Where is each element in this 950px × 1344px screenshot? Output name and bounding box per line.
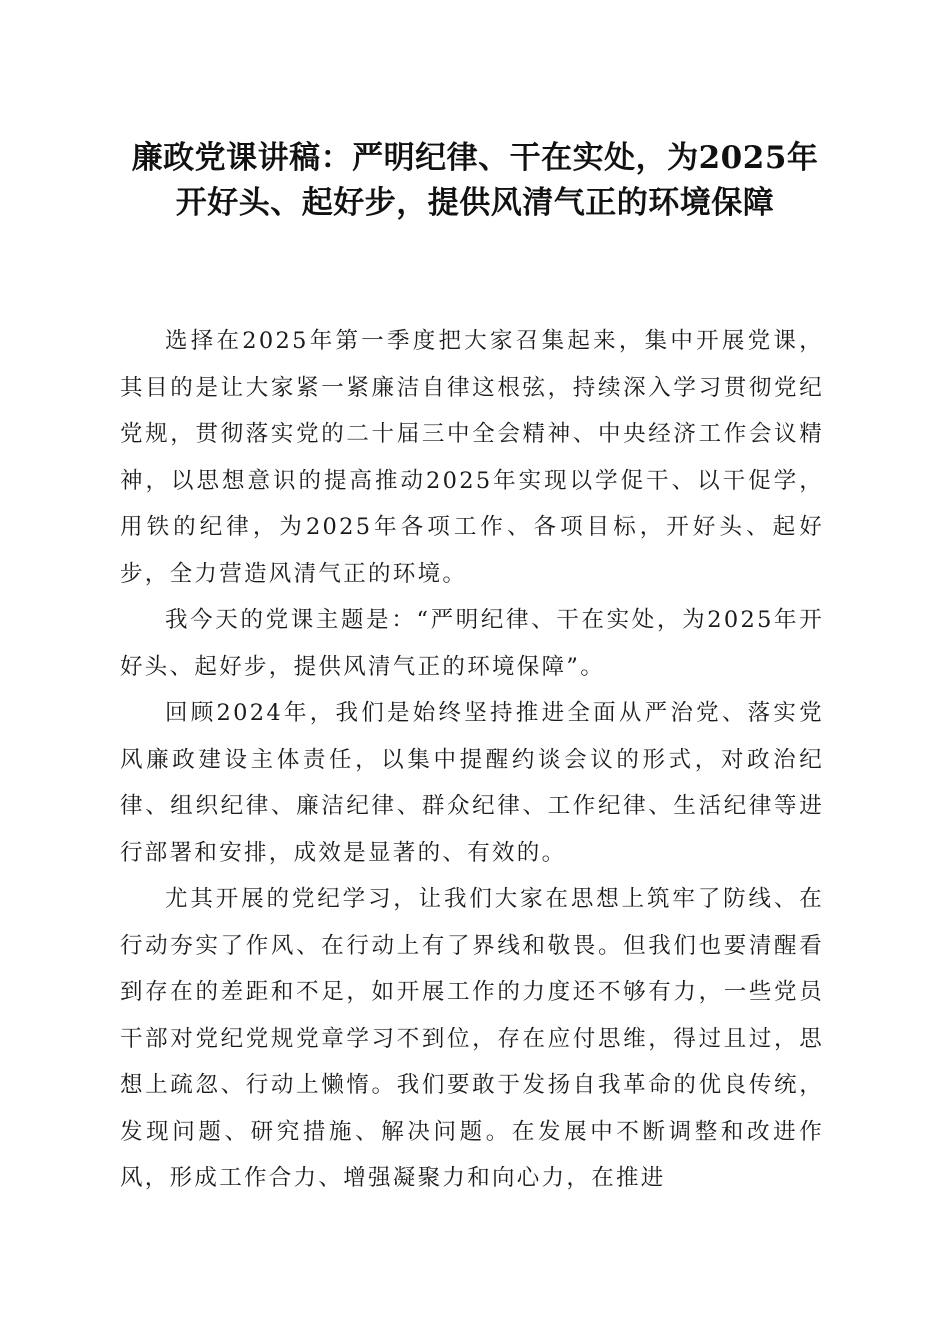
paragraph: 选择在2025年第一季度把大家召集起来，集中开展党课，其目的是让大家紧一紧廉洁自律这根弦，持续深入学习贯彻党纪党规，贯彻落实党的二十届三中全会精神、中央经济工作会议精神，以思想意识的提高推动2025年实现以学促干、以干促学，用铁的纪律，为2025年各项工作、各项目标，开好头、起好步，全力营造风清气正的环境。: [120, 328, 824, 587]
paragraph: 尤其开展的党纪学习，让我们大家在思想上筑牢了防线、在行动夯实了作风、在行动上有了界线和敬畏。但我们也要清醒看到存在的差距和不足，如开展工作的力度还不够有力，一些党员干部对党纪党规党章学习不到位，存在应付思维，得过且过，思想上疏忽、行动上懒惰。我们要敢于发扬自我革命的优良传统，发现问题、研究措施、解决问题。在发展中不断调整和改进作风，形成工作合力、增强凝聚力和向心力，在推进: [120, 886, 824, 1191]
paragraph: 我今天的党课主题是：“严明纪律、干在实处，为2025年开好头、起好步，提供风清气正的环境保障”。: [120, 607, 824, 680]
document-body: [120, 318, 824, 1202]
paragraph: 回顾2024年，我们是始终坚持推进全面从严治党、落实党风廉政建设主体责任，以集中提醒约谈会议的形式，对政治纪律、组织纪律、廉洁纪律、群众纪律、工作纪律、生活纪律等进行部署和安排，成效是显著的、有效的。: [120, 700, 824, 866]
document-title: 廉政党课讲稿：严明纪律、干在实处，为2025年开好头、起好步，提供风清气正的环境保障: [131, 140, 819, 221]
